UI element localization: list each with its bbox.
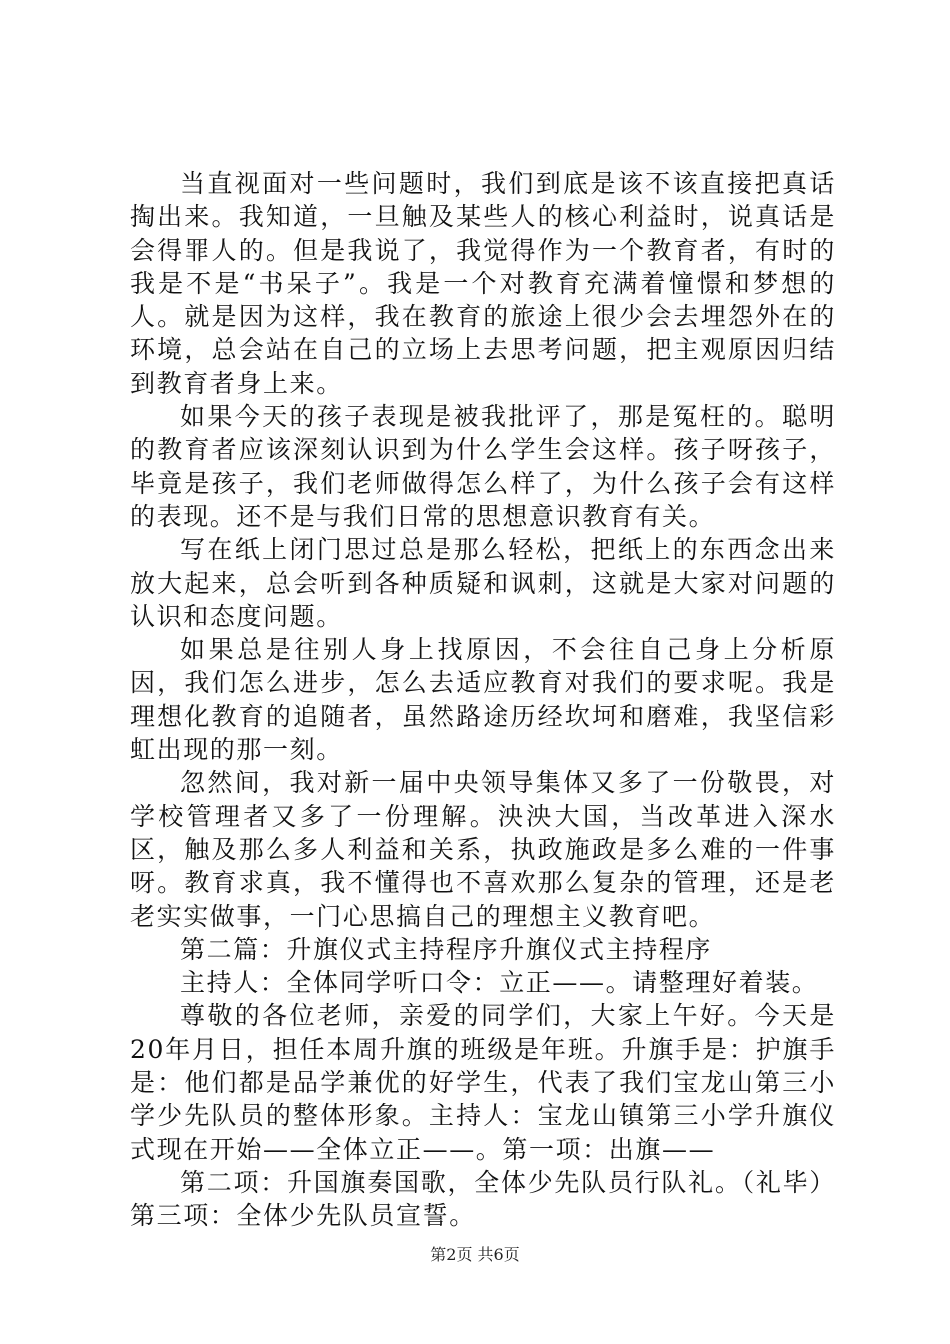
paragraph: 尊敬的各位老师，亲爱的同学们，大家上午好。今天是20年月日，担任本周升旗的班级是年班。升旗手是：护旗手是：他们都是品学兼优的好学生，代表了我们宝龙山第三小学少先队员的整体形象。主持人：宝龙山镇第三小学升旗仪式现在开始——全体立正——。第一项：出旗—— xyxy=(130,1001,836,1164)
paragraph: 写在纸上闭门思过总是那么轻松，把纸上的东西念出来放大起来，总会听到各种质疑和讽刺，这就是大家对问题的认识和态度问题。 xyxy=(130,535,836,631)
paragraph: 主持人：全体同学听口令：立正——。请整理好着装。 xyxy=(180,968,819,998)
paragraph: 第二项：升国旗奏国歌，全体少先队员行队礼。（礼毕）第三项：全体少先队员宣誓。 xyxy=(130,1167,836,1231)
paragraph: 如果总是往别人身上找原因，不会往自己身上分析原因，我们怎么进步，怎么去适应教育对我们的要求呢。我是理想化教育的追随者，虽然路途历经坎坷和磨难，我坚信彩虹出现的那一刻。 xyxy=(130,635,836,765)
paragraph: 如果今天的孩子表现是被我批评了，那是冤枉的。聪明的教育者应该深刻认识到为什么学生会这样。孩子呀孩子，毕竟是孩子，我们老师做得怎么样了，为什么孩子会有这样的表现。还不是与我们日常的思想意识教育有关。 xyxy=(130,402,836,531)
section-heading: 第二篇：升旗仪式主持程序升旗仪式主持程序 xyxy=(180,934,713,964)
document-body xyxy=(130,167,836,1233)
paragraph: 忽然间，我对新一届中央领导集体又多了一份敬畏，对学校管理者又多了一份理解。泱泱大国，当改革进入深水区，触及那么多人利益和关系，执政施政是多么难的一件事呀。教育求真，我不懂得也不喜欢那么复杂的管理，还是老老实实做事，一门心思搞自己的理想主义教育吧。 xyxy=(130,768,836,931)
page-number-footer: 第2页 共6页 xyxy=(430,1245,520,1264)
paragraph: 当直视面对一些问题时，我们到底是该不该直接把真话掏出来。我知道，一旦触及某些人的核心利益时，说真话是会得罪人的。但是我说了，我觉得作为一个教育者，有时的我是不是“书呆子”。我是一个对教育充满着憧憬和梦想的人。就是因为这样，我在教育的旅途上很少会去埋怨外在的环境，总会站在自己的立场上去思考问题，把主观原因归结到教育者身上来。 xyxy=(130,169,836,398)
